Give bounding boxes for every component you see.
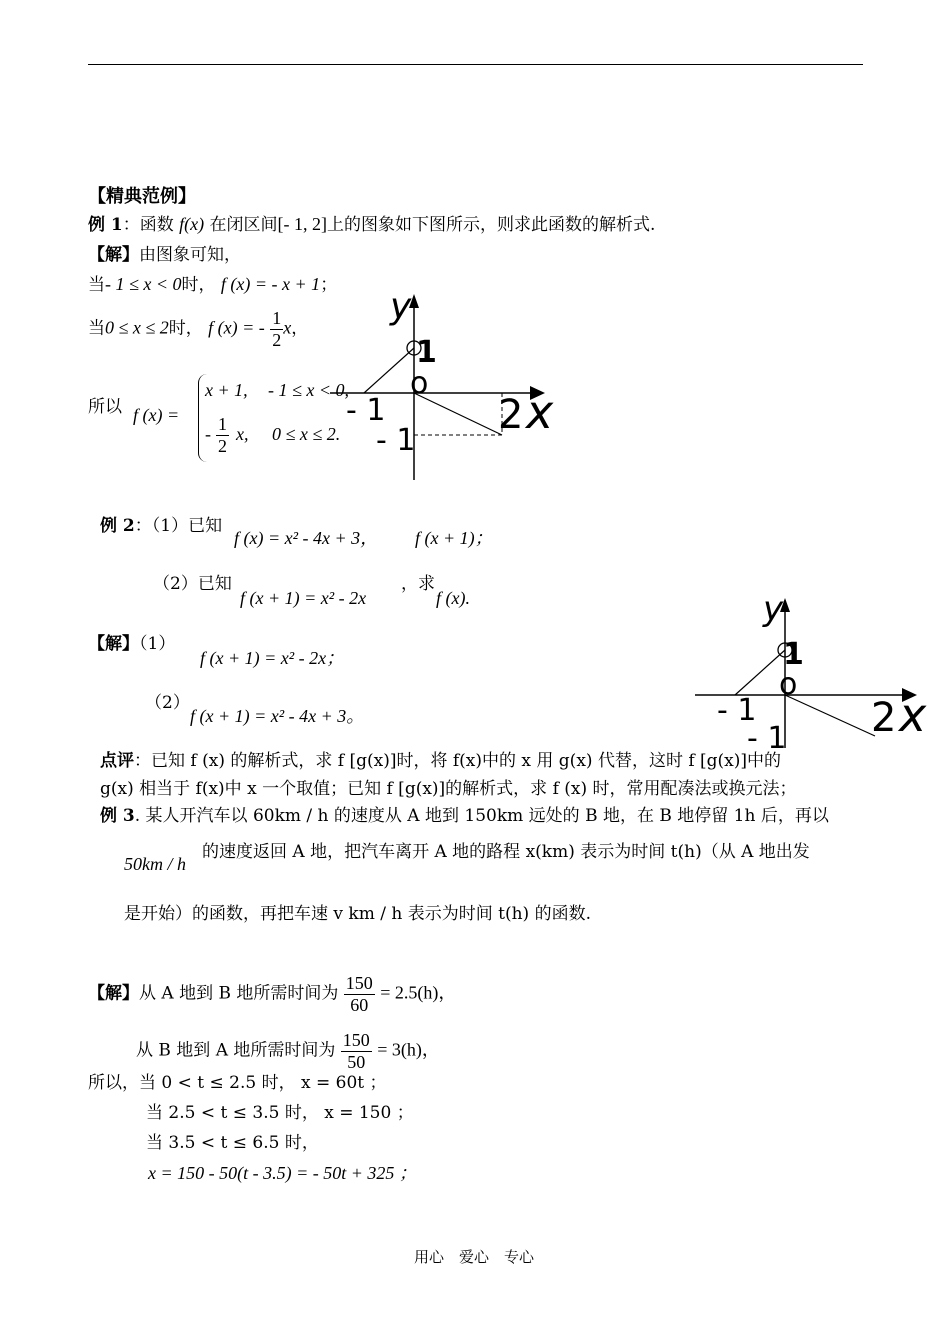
example-1-line	[88, 214, 655, 236]
example-3-text-1: . 某人开汽车以 60km / h 的速度从 A 地到 150km 远处的 B 地，在 B 地停留 1h 后，再以	[134, 806, 829, 826]
solution-2-a1	[200, 648, 344, 670]
fraction-numerator: 1	[272, 308, 282, 328]
graph-1-one-label: 1	[416, 335, 437, 370]
solution-3-line-5: 当 3.5 < t ≤ 6.5 时，	[146, 1133, 319, 1153]
example-2-f4	[436, 588, 470, 610]
piecewise-lhs: f (x) =	[133, 405, 180, 425]
example-1-text-a: 函数	[139, 215, 174, 235]
graph-1-two-label: 2	[498, 392, 524, 438]
example-1-label: 例 1	[88, 215, 123, 235]
solution-1-case-2	[88, 308, 308, 350]
piecewise-row-2-x: x,	[236, 424, 249, 444]
word-suoyi: 所以	[88, 397, 122, 417]
fraction-numerator: 1	[218, 414, 227, 434]
period: .	[465, 588, 470, 608]
solution-3-line-2	[136, 1030, 440, 1072]
piecewise-row-2-condition: 0 ≤ x ≤ 2.	[272, 424, 341, 444]
case-1-condition: - 1 ≤ x < 0	[105, 274, 182, 294]
page-footer: 用心 爱心 专心	[414, 1248, 535, 1266]
solution-3-line-3: 所以，当 0 < t ≤ 2.5 时， x = 60t ；	[88, 1073, 387, 1093]
example-2-f2-text: f (x + 1)	[415, 528, 475, 548]
example-1-fx: f(x)	[179, 214, 205, 234]
graph-1	[330, 280, 580, 490]
example-3-speed: 50km / h	[124, 854, 186, 874]
piecewise-row-2-minus: -	[205, 424, 211, 444]
example-1-text-c: 上的图象如下图所示，则求此函数的解析式.	[327, 215, 656, 235]
solution-2-n2: （2）	[145, 693, 190, 713]
comma: ，	[291, 318, 309, 339]
case-1-expression: f (x) = - x + 1	[220, 274, 321, 294]
fraction-denominator: 50	[347, 1051, 366, 1072]
fraction-numerator: 150	[342, 1030, 370, 1050]
example-2-f2	[415, 528, 493, 550]
comment-text-1: ：已知 f (x) 的解析式，求 f [g(x)]时，将 f(x)中的 x 用 g(x) 代替，这时 f [g(x)]中的	[134, 751, 782, 771]
solution-3-result-2: = 3(h)，	[377, 1039, 440, 1060]
word-dang: 当	[88, 275, 105, 295]
solution-2-a2-text: f (x + 1) = x² - 4x + 3	[190, 706, 347, 726]
piecewise-row-2-fraction	[216, 414, 229, 456]
example-1-sep: ：	[122, 215, 140, 235]
solution-1-label: 【解】	[88, 245, 139, 265]
solution-3-result-1: = 2.5(h)，	[380, 982, 457, 1003]
semicolon: ；	[320, 275, 338, 295]
fraction-denominator: 2	[218, 435, 227, 456]
graph-1-neg1-x-label: - 1	[346, 393, 386, 428]
graph-2-neg1-y-label: - 1	[747, 721, 787, 748]
graph-1-segment-left	[364, 348, 414, 393]
example-3-line-3: 是开始）的函数，再把车速 v km / h 表示为时间 t(h) 的函数.	[124, 904, 591, 924]
graph-1-origin-label: o	[410, 366, 429, 401]
example-2-sep: ：	[134, 516, 152, 536]
graph-2-one-label: 1	[783, 637, 804, 672]
fraction-150-50	[341, 1030, 372, 1072]
comment-line-2: g(x) 相当于 f(x)中 x 一个取值；已知 f [g(x)]的解析式，求 f (x) 时，常用配凑法或换元法；	[100, 779, 797, 799]
graph-2	[695, 588, 940, 748]
example-1-interval: [- 1, 2]	[277, 214, 328, 234]
example-2-f1-text: f (x) = x² - 4x + 3	[234, 528, 361, 548]
solution-1-intro-text: 由图象可知，	[139, 245, 241, 265]
solution-3-text-2: 从 B 地到 A 地所需时间为	[136, 1040, 336, 1061]
comment-line-1	[100, 751, 781, 771]
solution-3-line-6: x = 150 - 50(t - 3.5) = - 50t + 325 ；	[148, 1163, 417, 1183]
graph-2-origin-label: o	[779, 667, 798, 702]
example-2-part-2: （2）已知	[153, 574, 232, 594]
solution-2-n1: （1）	[139, 634, 176, 654]
solution-3-line-4: 当 2.5 < t ≤ 3.5 时， x = 150 ；	[146, 1103, 414, 1123]
graph-2-segment-left	[735, 650, 785, 695]
solution-1-intro	[88, 245, 241, 265]
piecewise-row-1-condition: - 1 ≤ x < 0,	[268, 380, 350, 400]
example-2-f4-text: f (x)	[436, 588, 466, 608]
graph-2-y-label: y	[763, 589, 784, 629]
comma: ，	[360, 528, 379, 548]
fraction-denominator: 2	[272, 329, 282, 350]
solution-3-label: 【解】	[88, 983, 139, 1004]
example-3-label: 例 3	[100, 806, 135, 826]
fraction-150-60	[344, 973, 375, 1015]
example-2-f1	[234, 528, 378, 550]
example-1-text-b: 在闭区间	[209, 215, 278, 235]
graph-1-neg1-y-label: - 1	[376, 423, 416, 458]
word-dang: 当	[88, 318, 105, 339]
header-rule	[88, 64, 863, 65]
solution-2-label: 【解】	[88, 634, 139, 654]
section-title: 【精典范例】	[88, 186, 196, 207]
example-2-f3: f (x + 1) = x² - 2x	[240, 588, 367, 608]
example-2-part-1	[100, 516, 222, 536]
fraction-denominator: 60	[350, 994, 369, 1015]
solution-2-a2	[190, 706, 364, 728]
word-shi: 时，	[168, 318, 203, 339]
example-2-ask: ，求	[401, 574, 435, 594]
semicolon: ；	[326, 648, 345, 668]
fraction-one-half	[270, 308, 283, 350]
full-stop: 。	[346, 706, 365, 726]
solution-2-a1-text: f (x + 1) = x² - 2x	[200, 648, 327, 668]
solution-3-text-1: 从 A 地到 B 地所需时间为	[139, 983, 339, 1004]
fraction-numerator: 150	[345, 973, 373, 993]
graph-2-x-label: x	[899, 688, 927, 742]
graph-2-neg1-x-label: - 1	[717, 693, 757, 728]
graph-2-two-label: 2	[871, 695, 897, 741]
graph-1-y-label: y	[390, 286, 412, 327]
example-3-line-2: 的速度返回 A 地，把汽车离开 A 地的路程 x(km) 表示为时间 t(h)（从 A 地出发	[202, 842, 810, 862]
semicolon: ；	[474, 528, 493, 548]
piecewise-row-1-expression: x + 1,	[205, 380, 248, 400]
solution-3-line-1	[88, 973, 456, 1015]
case-2-condition: 0 ≤ x ≤ 2	[105, 317, 169, 338]
graph-1-x-label: x	[526, 385, 554, 439]
example-2-label: 例 2	[100, 516, 135, 536]
example-2-part-1-text: （1）已知	[151, 516, 223, 536]
graph-2-segment-right	[785, 695, 875, 736]
solution-1-case-1	[88, 274, 337, 296]
example-3-line-1	[100, 806, 829, 826]
solution-2-part-1	[88, 634, 175, 654]
comment-label: 点评	[100, 751, 134, 771]
word-shi: 时，	[181, 275, 216, 295]
case-2-lhs: f (x) = -	[208, 317, 265, 338]
variable-x: x	[283, 317, 292, 338]
